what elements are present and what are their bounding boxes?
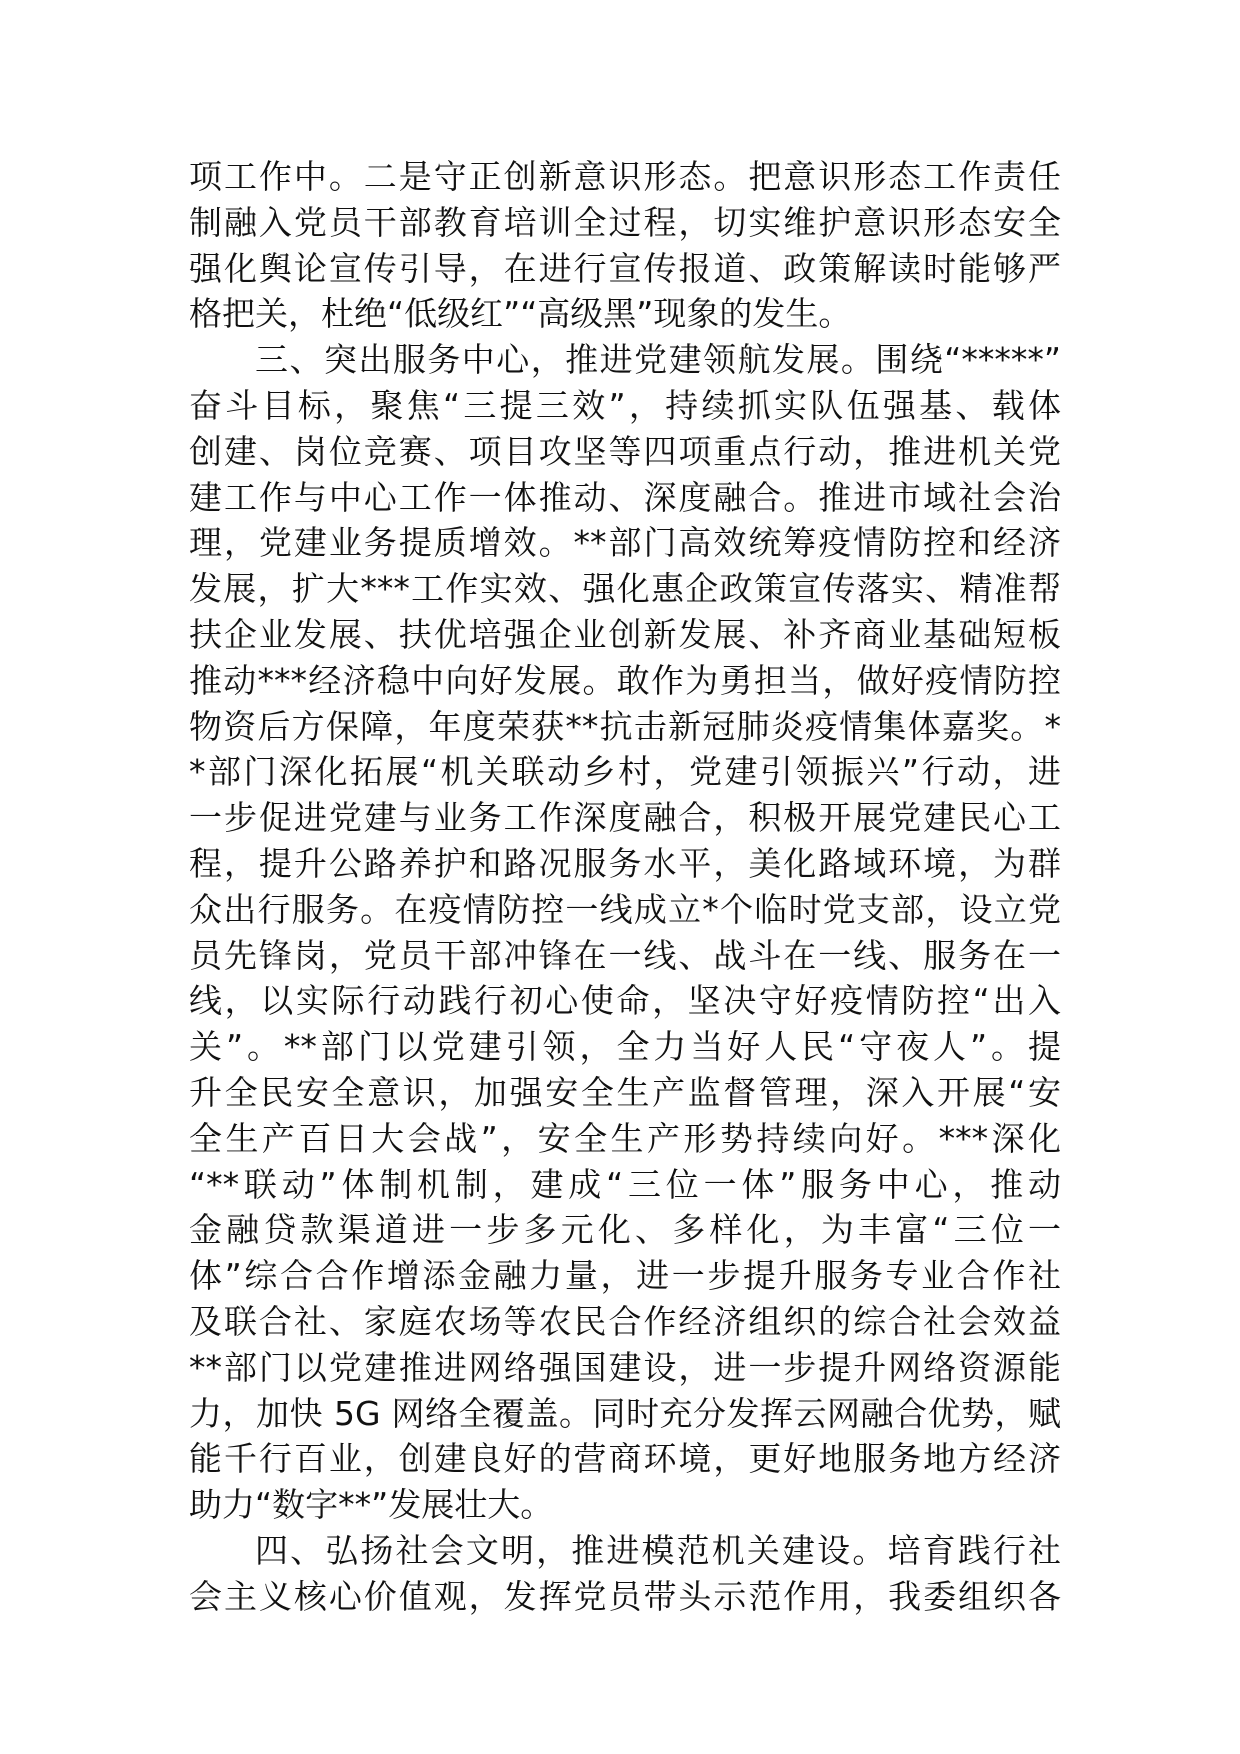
text-line: 奋斗目标，聚焦“三提三效”，持续抓实队伍强基、载体 (189, 385, 1061, 425)
text-line: 金融贷款渠道进一步多元化、多样化，为丰富“三位一 (189, 1210, 1061, 1250)
text-line: 理，党建业务提质增效。**部门高效统筹疫情防控和经济 (189, 523, 1061, 563)
text-line: 员先锋岗，党员干部冲锋在一线、战斗在一线、服务在一 (189, 935, 1061, 975)
text-line: 制融入党员干部教育培训全过程，切实维护意识形态安全 (189, 202, 1061, 242)
section-3-heading-line: 三、突出服务中心，推进党建领航发展。围绕“*****” (255, 340, 1061, 380)
text-line: 创建、岗位竞赛、项目攻坚等四项重点行动，推进机关党 (189, 431, 1061, 471)
text-line: 项工作中。二是守正创新意识形态。把意识形态工作责任 (189, 157, 1061, 196)
text-line: 众出行服务。在疫情防控一线成立*个临时党支部，设立党 (189, 889, 1061, 929)
text-line: *部门深化拓展“机关联动乡村，党建引领振兴”行动，进 (189, 752, 1061, 792)
text-line: 会主义核心价值观，发挥党员带头示范作用，我委组织各 (189, 1576, 1061, 1616)
text-line: 发展，扩大***工作实效、强化惠企政策宣传落实、精准帮 (189, 569, 1061, 609)
text-line: **部门以党建推进网络强国建设，进一步提升网络资源能 (189, 1347, 1061, 1387)
text-line: 物资后方保障，年度荣获**抗击新冠肺炎疫情集体嘉奖。* (189, 706, 1061, 746)
text-line: “**联动”体制机制，建成“三位一体”服务中心，推动 (189, 1164, 1061, 1204)
text-line: 升全民安全意识，加强安全生产监督管理，深入开展“安 (189, 1072, 1061, 1112)
text-line: 体”综合合作增添金融力量，进一步提升服务专业合作社 (189, 1256, 1061, 1296)
text-line: 全生产百日大会战”，安全生产形势持续向好。***深化 (189, 1118, 1061, 1158)
text-line: 能千行百业，创建良好的营商环境，更好地服务地方经济 (189, 1439, 1061, 1479)
text-line: 扶企业发展、扶优培强企业创新发展、补齐商业基础短板 (189, 614, 1061, 654)
text-line: 线，以实际行动践行初心使命，坚决守好疫情防控“出入 (189, 981, 1061, 1021)
text-line: 一步促进党建与业务工作深度融合，积极开展党建民心工 (189, 798, 1061, 838)
body-text (189, 154, 1061, 1620)
text-line: 强化舆论宣传引导，在进行宣传报道、政策解读时能够严 (189, 248, 1061, 288)
text-line: 关”。**部门以党建引领，全力当好人民“守夜人”。提 (189, 1027, 1061, 1067)
section-4-heading-line: 四、弘扬社会文明，推进模范机关建设。培育践行社 (255, 1530, 1061, 1570)
text-line: 推动***经济稳中向好发展。敢作为勇担当，做好疫情防控 (189, 660, 1061, 700)
text-line: 助力“数字**”发展壮大。 (189, 1485, 554, 1525)
text-line: 建工作与中心工作一体推动、深度融合。推进市域社会治 (189, 477, 1061, 517)
text-line: 力，加快 5G 网络全覆盖。同时充分发挥云网融合优势，赋 (189, 1393, 1061, 1433)
text-line: 格把关，杜绝“低级红”“高级黑”现象的发生。 (189, 294, 852, 334)
text-line: 程，提升公路养护和路况服务水平，美化路域环境，为群 (189, 843, 1061, 883)
text-line: 及联合社、家庭农场等农民合作经济组织的综合社会效益 (189, 1301, 1061, 1341)
